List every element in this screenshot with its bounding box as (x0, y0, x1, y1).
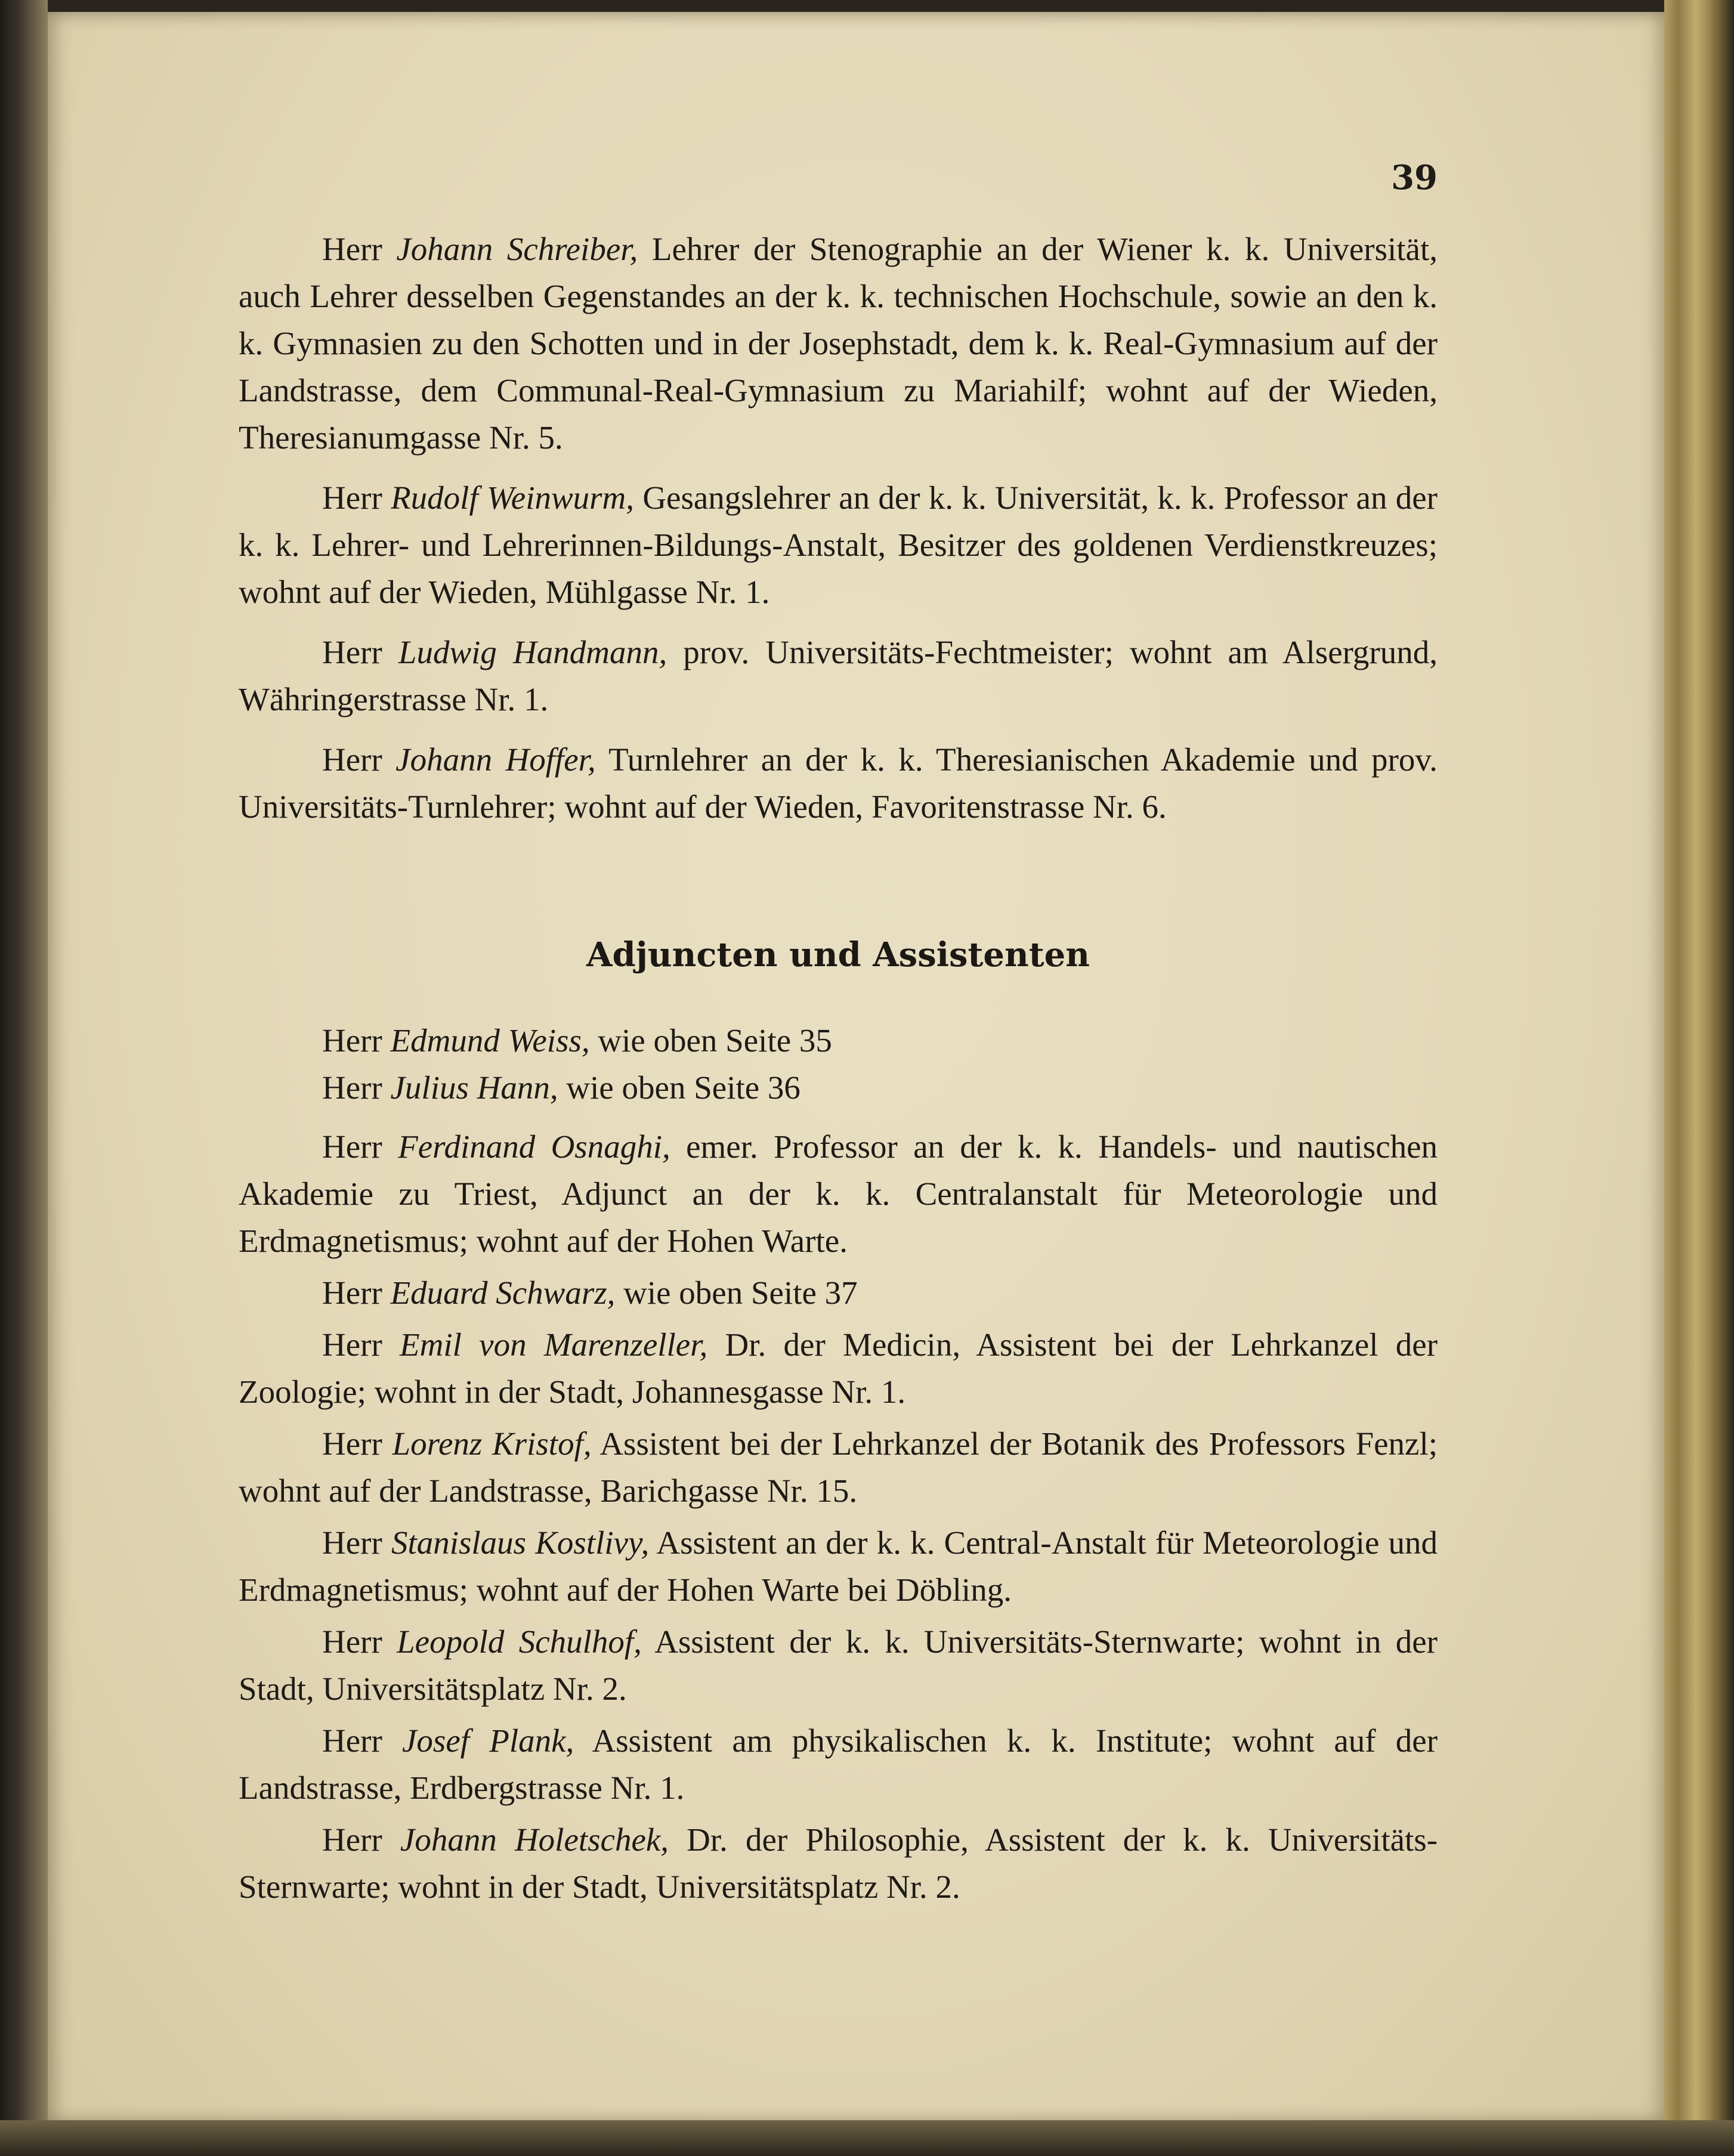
entries-bottom-block (239, 1017, 1438, 1910)
entry-description: Lehrer der Stenographie an der Wiener k. k. Universität, auch Lehrer desselben Gegenstandes an der k. k. technischen Hochschule, sowie an den k. k. Gymnasien zu den Schotten und in der Josephstadt, dem k. k. Real-Gymnasium auf der Landstrasse, dem Communal-Real-Gymnasium zu Mariahilf; wohnt auf der Wieden, Theresianumgasse Nr. 5. (239, 231, 1438, 456)
directory-entry (239, 1519, 1438, 1613)
person-name: Ferdinand Osnaghi, (398, 1128, 670, 1165)
section-heading: Adjuncten und Assistenten (586, 935, 1090, 975)
entry-description: prov. Universitäts-Fechtmeister; wohnt am Alsergrund, Währingerstrasse Nr. 1. (239, 634, 1438, 717)
entry-description: Assistent an der k. k. Central-Anstalt für Meteorologie und Erdmagnetismus; wohnt auf der Hohen Warte bei Döbling. (239, 1524, 1438, 1608)
entry-title: Herr (322, 1821, 382, 1858)
person-name: Lorenz Kristof, (392, 1425, 592, 1462)
entry-title: Herr (322, 1022, 382, 1059)
directory-entry (239, 1123, 1438, 1264)
directory-entry (239, 1420, 1438, 1514)
person-name: Emil von Marenzeller, (400, 1326, 708, 1363)
entry-title: Herr (322, 1069, 382, 1106)
directory-entry (239, 1321, 1438, 1415)
person-name: Julius Hann, (390, 1069, 558, 1106)
entry-title: Herr (322, 1425, 382, 1462)
directory-entry (239, 225, 1438, 461)
directory-entry (239, 1717, 1438, 1811)
entry-title: Herr (322, 741, 382, 778)
entry-description: wie oben Seite 37 (623, 1275, 858, 1311)
person-name: Eduard Schwarz, (390, 1275, 616, 1311)
page-edges-stack (1664, 0, 1734, 2156)
directory-entry (239, 1618, 1438, 1712)
entry-title: Herr (322, 1128, 382, 1165)
person-name: Stanislaus Kostlivy, (391, 1524, 650, 1561)
entry-description: Assistent bei der Lehrkanzel der Botanik des Professors Fenzl; wohnt auf der Landstrasse, Barichgasse Nr. 15. (239, 1425, 1438, 1509)
person-name: Johann Holetschek, (400, 1821, 669, 1858)
person-name: Johann Hoffer, (395, 741, 596, 778)
directory-entry (239, 736, 1438, 830)
entry-title: Herr (322, 1275, 382, 1311)
directory-entry (239, 1017, 1438, 1064)
entry-description: Gesangslehrer an der k. k. Universität, k. k. Professor an der k. k. Lehrer- und Lehrerinnen-Bildungs-Anstalt, Besitzer des goldenen Verdienstkreuzes; wohnt auf der Wieden, Mühlgasse Nr. 1. (239, 480, 1438, 610)
directory-entry (239, 629, 1438, 723)
entry-description: emer. Professor an der k. k. Handels- und nautischen Akademie zu Triest, Adjunct an der k. k. Centralanstalt für Meteorologie und Erdmagnetismus; wohnt auf der Hohen Warte. (239, 1128, 1438, 1259)
entry-description: Assistent der k. k. Universitäts-Sternwarte; wohnt in der Stadt, Universitätsplatz Nr. 2. (239, 1623, 1438, 1707)
person-name: Johann Schreiber, (396, 231, 638, 267)
entry-title: Herr (322, 480, 382, 516)
entry-description: wie oben Seite 35 (598, 1022, 832, 1059)
entry-description: Dr. der Medicin, Assistent bei der Lehrkanzel der Zoologie; wohnt in der Stadt, Johannesgasse Nr. 1. (239, 1326, 1438, 1410)
entry-title: Herr (322, 1524, 382, 1561)
person-name: Rudolf Weinwurm, (391, 480, 635, 516)
person-name: Josef Plank, (402, 1722, 574, 1759)
entry-title: Herr (322, 1722, 382, 1759)
entry-description: wie oben Seite 36 (566, 1069, 800, 1106)
entry-title: Herr (322, 1623, 382, 1660)
entry-description: Dr. der Philosophie, Assistent der k. k. Universitäts-Sternwarte; wohnt in der Stadt, Universitätsplatz Nr. 2. (239, 1821, 1438, 1905)
person-name: Leopold Schulhof, (397, 1623, 642, 1660)
directory-entry (239, 1269, 1438, 1316)
entry-description: Assistent am physikalischen k. k. Institute; wohnt auf der Landstrasse, Erdbergstrasse Nr. 1. (239, 1722, 1438, 1806)
directory-entry (239, 1816, 1438, 1910)
entry-title: Herr (322, 1326, 382, 1363)
bottom-shadow (0, 2120, 1734, 2156)
person-name: Edmund Weiss, (390, 1022, 590, 1059)
entry-title: Herr (322, 231, 382, 267)
page-number: 39 (1391, 158, 1438, 197)
entries-top-block (239, 225, 1438, 830)
person-name: Ludwig Handmann, (398, 634, 667, 670)
directory-entry (239, 474, 1438, 615)
directory-entry (239, 1064, 1438, 1111)
entry-title: Herr (322, 634, 382, 670)
book-gutter-shadow (0, 0, 48, 2156)
entry-description: Turnlehrer an der k. k. Theresianischen Akademie und prov. Universitäts-Turnlehrer; wohnt auf der Wieden, Favoritenstrasse Nr. 6. (239, 741, 1438, 825)
